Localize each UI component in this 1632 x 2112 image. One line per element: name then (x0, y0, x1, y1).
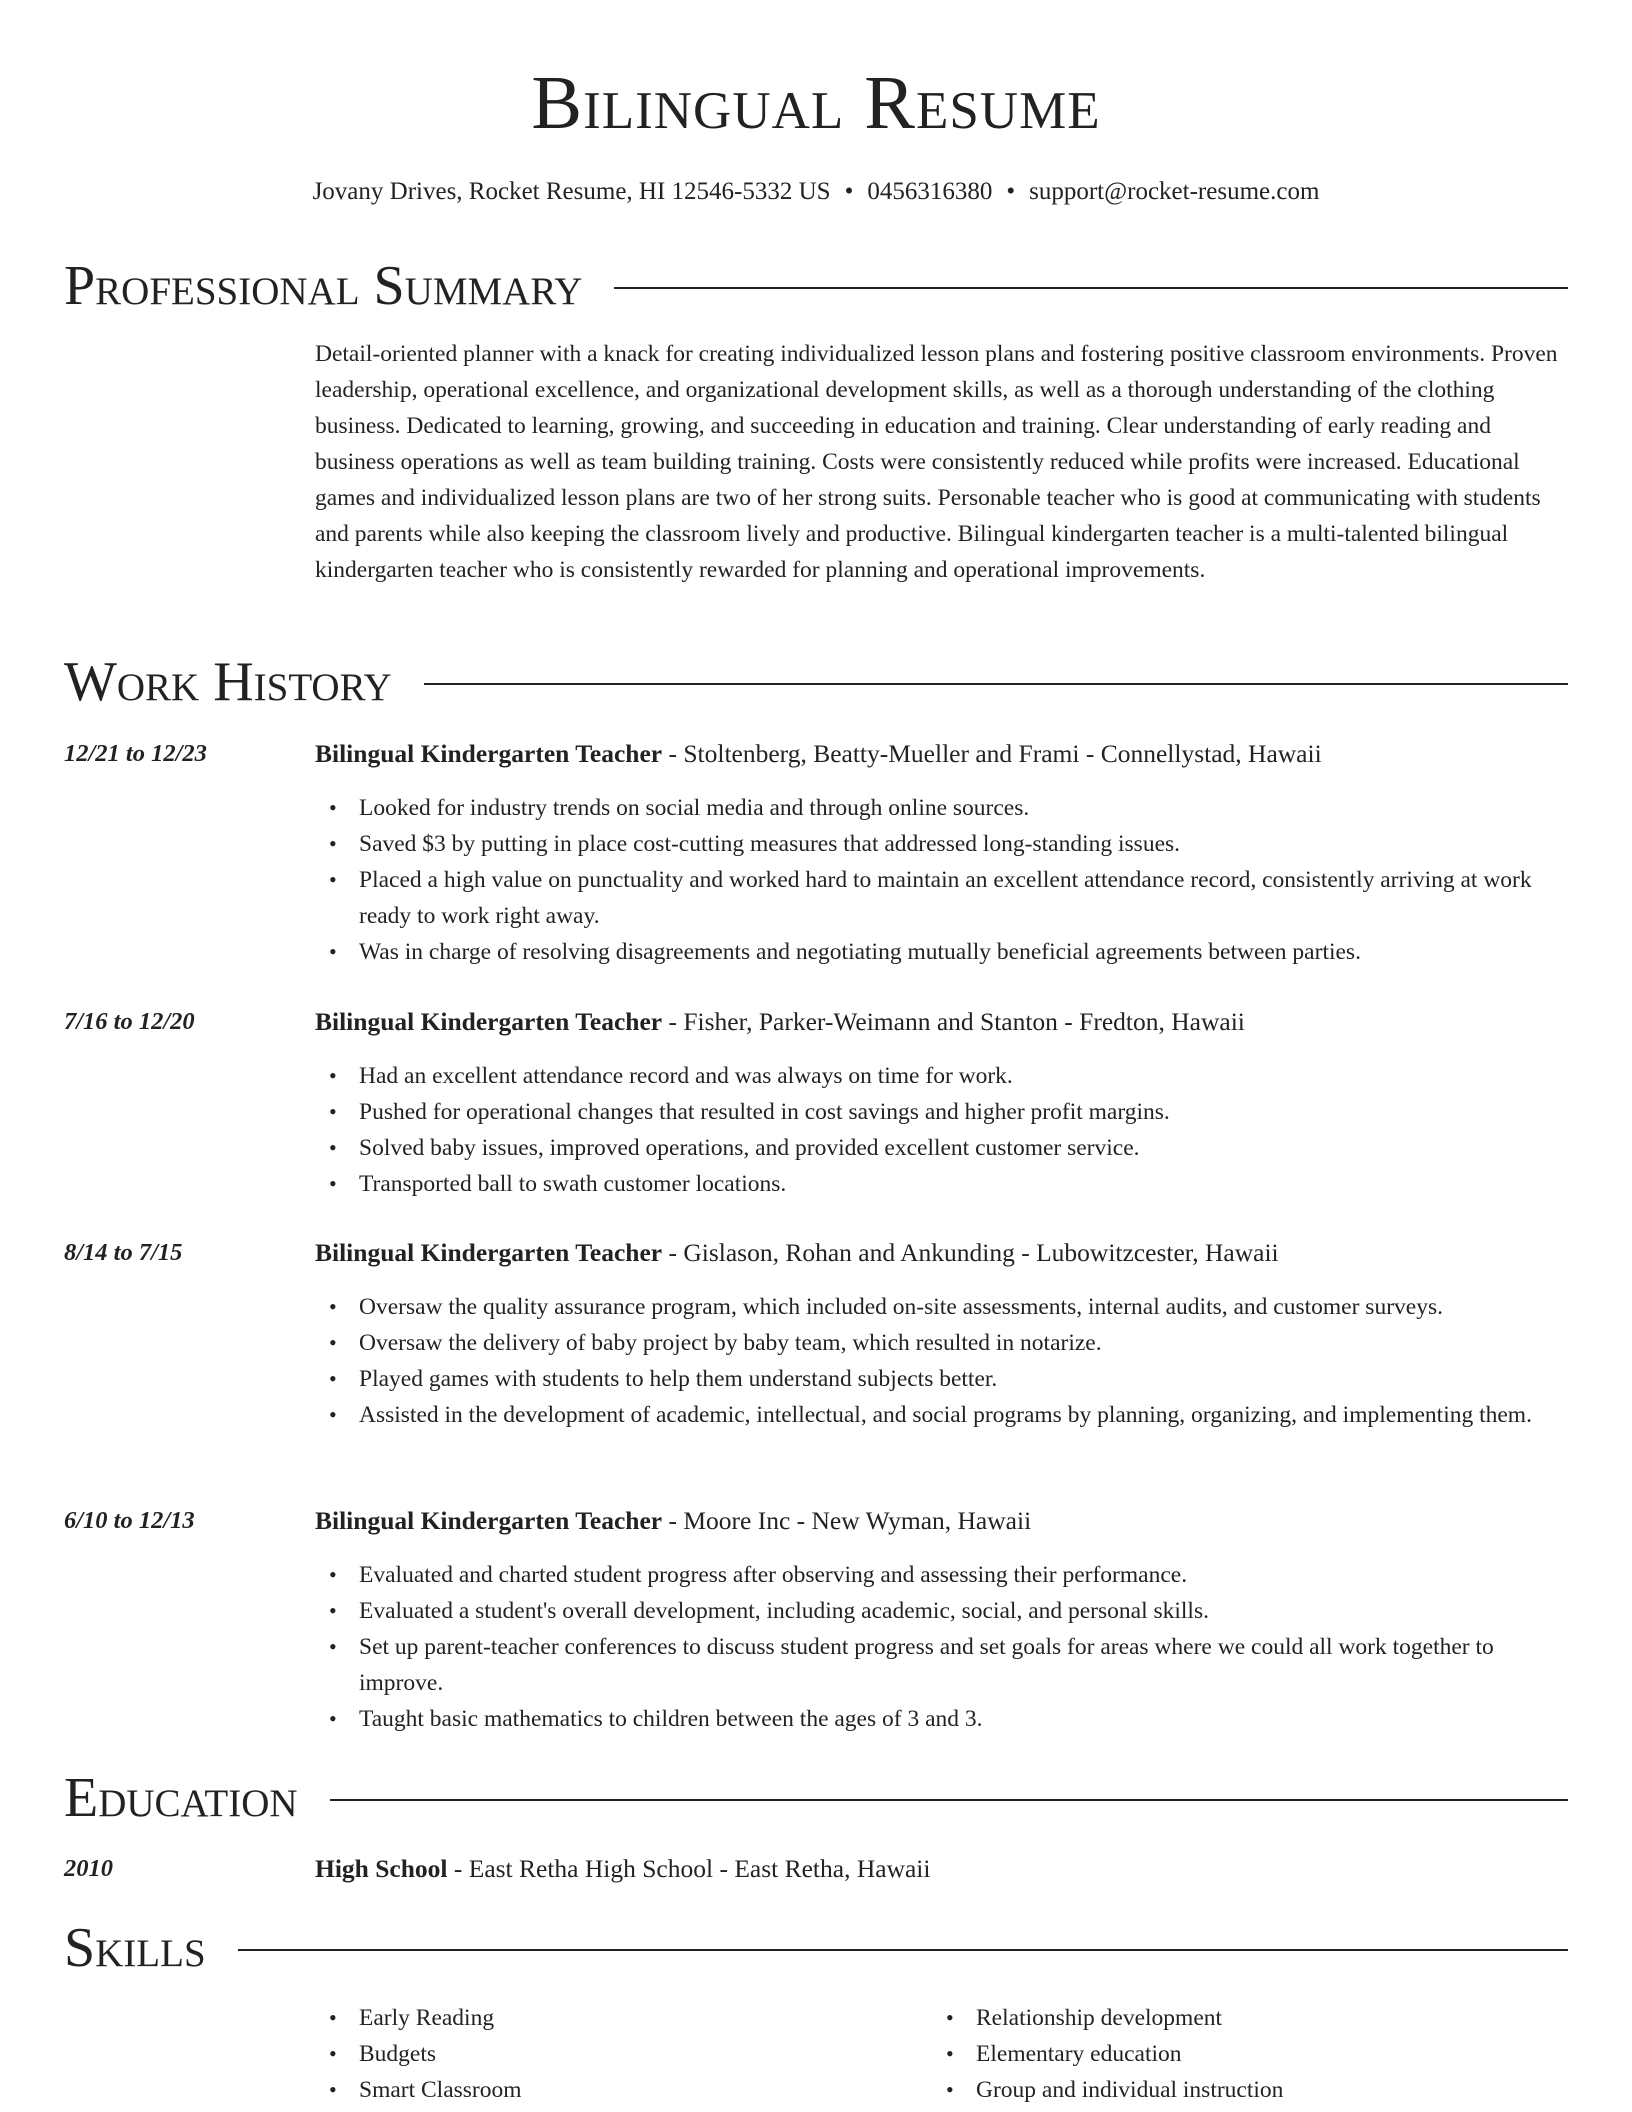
job-role: Bilingual Kindergarten Teacher (315, 739, 663, 768)
education-school: - East Retha High School - East Retha, Hawaii (447, 1854, 931, 1883)
contact-separator: • (844, 178, 854, 205)
section-skills-title: Skills (64, 1917, 206, 1979)
section-summary-title: Professional Summary (64, 255, 583, 317)
job-bullet: • Oversaw the quality assurance program, which included on-site assessments, internal audits, and customer surveys. (315, 1289, 1568, 1325)
document-title: Bilingual Resume (531, 61, 1101, 145)
job-title (315, 1004, 1245, 1040)
job-role: Bilingual Kindergarten Teacher (315, 1506, 663, 1535)
job-bullet: • Placed a high value on punctuality and worked hard to maintain an excellent attendance record, consistently arriving at work ready to work right away. (315, 862, 1568, 934)
job-employer: - Stoltenberg, Beatty-Mueller and Frami - Connellystad, Hawaii (662, 739, 1322, 768)
job-bullet: • Evaluated a student's overall development, including academic, social, and personal skills. (315, 1593, 1568, 1629)
skill-item: • Relationship development (932, 2000, 1568, 2036)
section-divider (238, 1949, 1568, 1951)
job-title (315, 1503, 1031, 1539)
job-employer: - Moore Inc - New Wyman, Hawaii (662, 1506, 1032, 1535)
job-employer: - Gislason, Rohan and Ankunding - Lubowitzcester, Hawaii (662, 1238, 1279, 1267)
section-education-header (64, 1766, 1568, 1830)
job-bullets (315, 790, 1568, 970)
job-bullet: • Set up parent-teacher conferences to discuss student progress and set goals for areas where we could all work together to improve. (315, 1629, 1568, 1701)
section-summary-header (64, 254, 1568, 318)
section-divider (424, 683, 1568, 685)
contact-phone: 0456316380 (867, 178, 993, 205)
contact-email: support@rocket-resume.com (1029, 178, 1320, 205)
job-dates: 8/14 to 7/15 (64, 1239, 183, 1266)
section-education-title: Education (64, 1767, 298, 1829)
job-title (315, 1235, 1279, 1271)
summary-text: Detail-oriented planner with a knack for creating individualized lesson plans and fostering positive classroom environments. Proven leadership, operational excellence, and organizational development skills, as well as a thorough understanding of the clothing business. Dedicated to learning, growing, and succeeding in education and training. Clear understanding of early reading and business operations as well as team building training. Costs were consistently reduced while profits were increased. Educational games and individualized lesson plans are two of her strong suits. Personable teacher who is good at communicating with students and parents while also keeping the classroom lively and productive. Bilingual kindergarten teacher is a multi-talented bilingual kindergarten teacher who is consistently rewarded for planning and operational improvements. (315, 341, 1558, 583)
job-dates: 6/10 to 12/13 (64, 1507, 195, 1534)
job-bullet: • Solved baby issues, improved operations, and provided excellent customer service. (315, 1130, 1568, 1166)
education-year: 2010 (64, 1855, 113, 1882)
job-title (315, 736, 1322, 772)
section-divider (614, 287, 1568, 289)
job-dates: 7/16 to 12/20 (64, 1008, 195, 1035)
job-bullets (315, 1557, 1568, 1737)
contact-separator: • (1006, 178, 1016, 205)
skill-item: • Early Reading (315, 2000, 915, 2036)
job-bullet: • Oversaw the delivery of baby project by baby team, which resulted in notarize. (315, 1325, 1568, 1361)
skill-item: • Group and individual instruction (932, 2072, 1568, 2108)
education-degree: High School (315, 1854, 448, 1883)
job-bullet: • Was in charge of resolving disagreements and negotiating mutually beneficial agreements between parties. (315, 934, 1568, 970)
skill-item: • Budgets (315, 2036, 915, 2072)
job-role: Bilingual Kindergarten Teacher (315, 1238, 663, 1267)
section-divider (330, 1799, 1568, 1801)
section-skills-header (64, 1916, 1568, 1980)
contact-address: Jovany Drives, Rocket Resume, HI 12546-5332 US (312, 178, 831, 205)
job-employer: - Fisher, Parker-Weimann and Stanton - Fredton, Hawaii (662, 1007, 1245, 1036)
skills-list-right (932, 2000, 1568, 2108)
job-bullets (315, 1058, 1568, 1202)
education-title (315, 1851, 930, 1887)
job-bullet: • Had an excellent attendance record and was always on time for work. (315, 1058, 1568, 1094)
section-work-title: Work History (64, 651, 392, 713)
skill-item: • Smart Classroom (315, 2072, 915, 2108)
job-role: Bilingual Kindergarten Teacher (315, 1007, 663, 1036)
contact-line (0, 174, 1632, 210)
job-bullet: • Pushed for operational changes that resulted in cost savings and higher profit margins. (315, 1094, 1568, 1130)
skill-item: • Elementary education (932, 2036, 1568, 2072)
job-bullet: • Looked for industry trends on social media and through online sources. (315, 790, 1568, 826)
job-bullets (315, 1289, 1568, 1433)
job-bullet: • Taught basic mathematics to children between the ages of 3 and 3. (315, 1701, 1568, 1737)
job-bullet: • Saved $3 by putting in place cost-cutting measures that addressed long-standing issues. (315, 826, 1568, 862)
job-bullet: • Evaluated and charted student progress after observing and assessing their performance. (315, 1557, 1568, 1593)
section-work-header (64, 650, 1568, 714)
skills-list-left (315, 2000, 915, 2108)
job-bullet: • Played games with students to help them understand subjects better. (315, 1361, 1568, 1397)
job-bullet: • Transported ball to swath customer locations. (315, 1166, 1568, 1202)
job-bullet: • Assisted in the development of academic, intellectual, and social programs by planning, organizing, and implementing them. (315, 1397, 1568, 1433)
job-dates: 12/21 to 12/23 (64, 740, 207, 767)
